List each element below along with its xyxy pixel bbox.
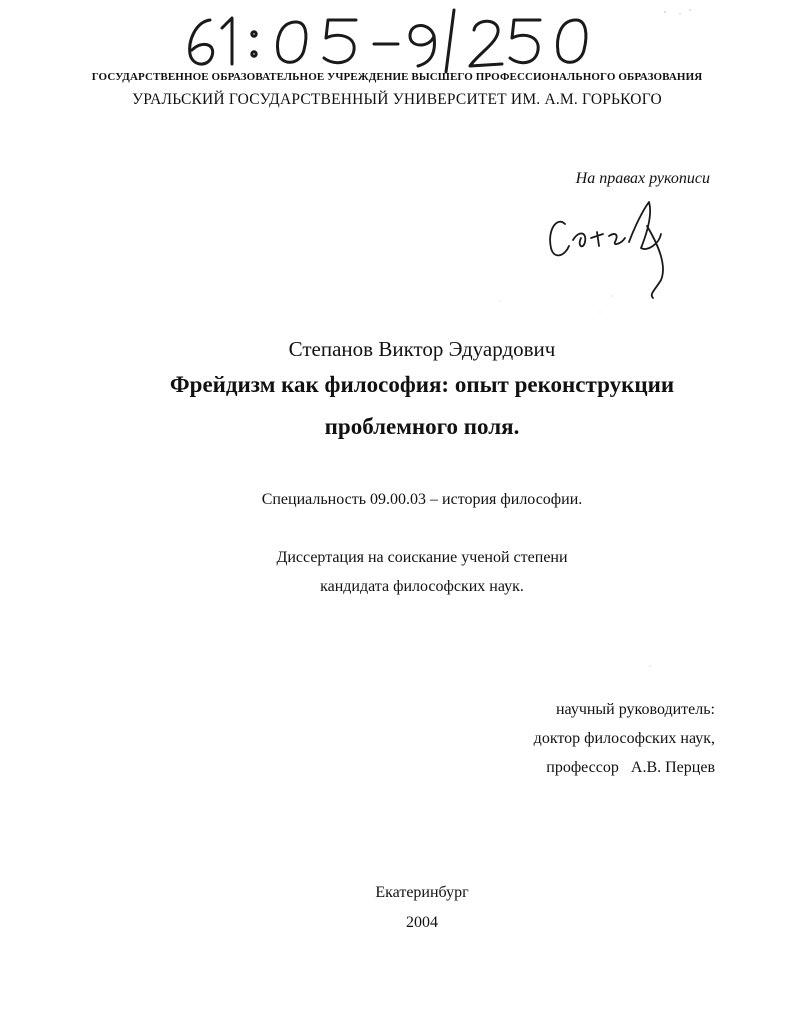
manuscript-note: На правах рукописи: [575, 170, 710, 187]
year: 2004: [406, 914, 438, 931]
supervisor-position-line: [534, 753, 715, 782]
author-name: Степанов Виктор Эдуардович: [288, 337, 556, 361]
institution-type: ГОСУДАРСТВЕННОЕ ОБРАЗОВАТЕЛЬНОЕ УЧРЕЖДЕНИЕ ВЫСШЕГО ПРОФЕССИОНАЛЬНОГО ОБРАЗОВАНИЯ: [91, 71, 703, 83]
thesis-title-line-1: Фрейдизм как философия: опыт реконструкции: [169, 372, 675, 397]
university-name: УРАЛЬСКИЙ ГОСУДАРСТВЕННЫЙ УНИВЕРСИТЕТ ИМ. А.М. ГОРЬКОГО: [132, 91, 662, 108]
specialty-line: Специальность 09.00.03 – история философии.: [261, 491, 583, 508]
author-signature: [543, 196, 683, 306]
supervisor-name: А.В. Перцев: [630, 759, 715, 776]
handwritten-library-code: [178, 6, 598, 76]
supervisor-position: профессор: [546, 759, 619, 776]
degree-line-2: кандидата философских наук.: [320, 578, 524, 595]
thesis-title-line-2: проблемного поля.: [324, 414, 520, 439]
supervisor-degree: доктор философских наук,: [533, 730, 715, 747]
supervisor-role: научный руководитель:: [555, 701, 715, 718]
city: Екатеринбург: [375, 884, 469, 901]
degree-line-1: Диссертация на соискание ученой степени: [276, 549, 568, 566]
supervisor-block: [534, 695, 715, 782]
